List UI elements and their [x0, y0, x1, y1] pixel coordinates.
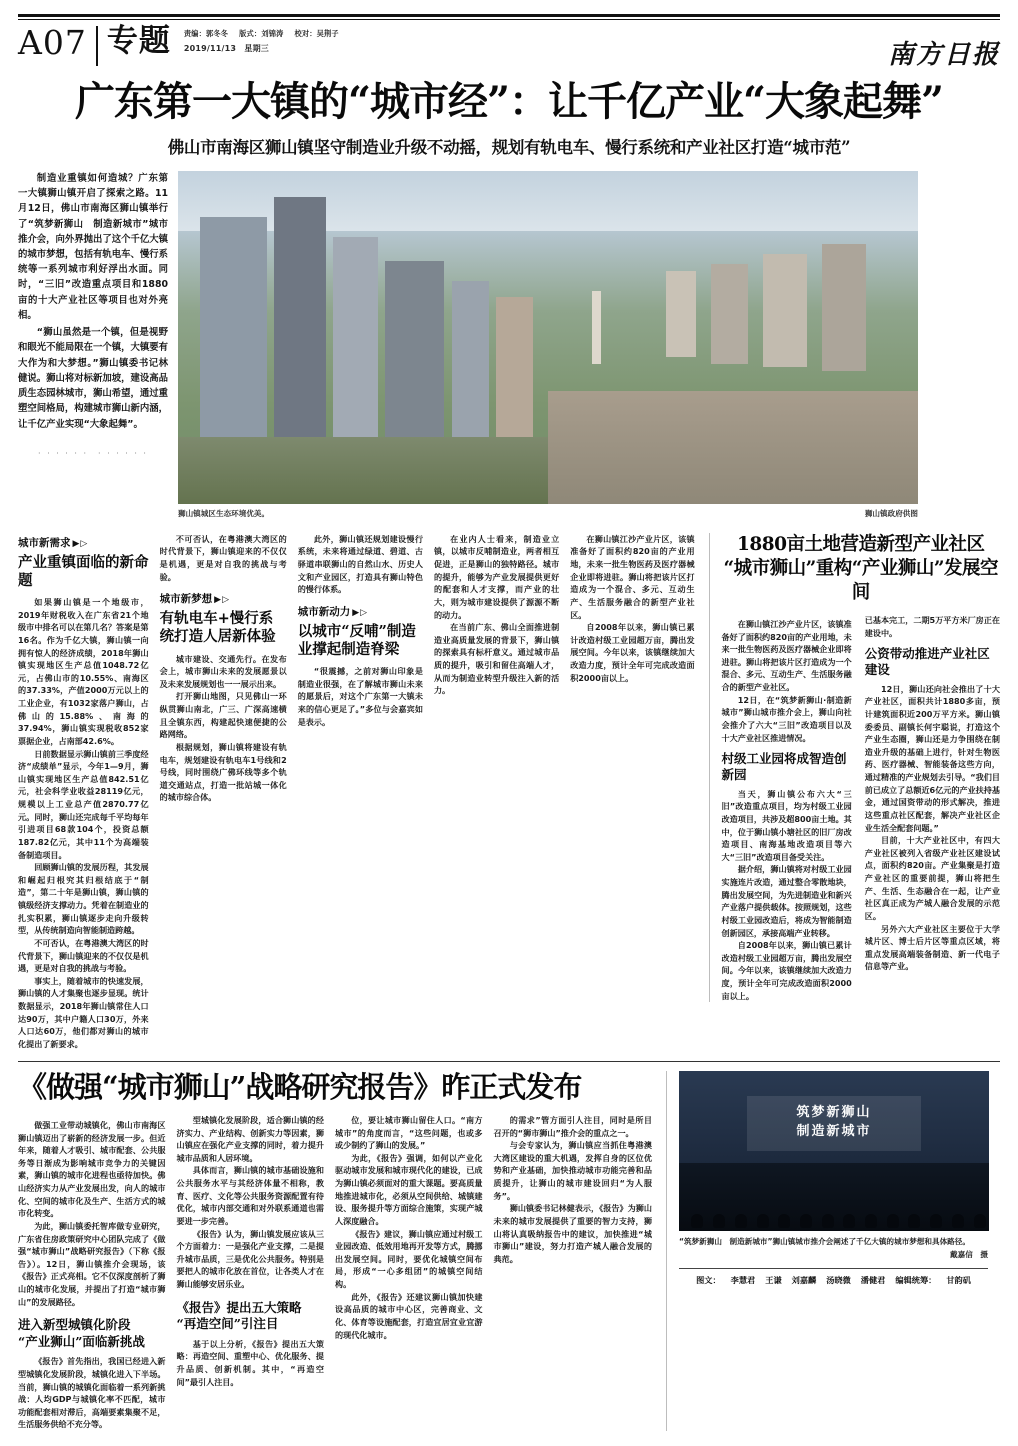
right-feature-sub2-body	[865, 683, 1000, 973]
lead-column	[18, 171, 178, 519]
bottom-sub-a-body	[18, 1355, 166, 1431]
paragraph: 不可否认，在粤港澳大湾区的时代背景下，狮山镇迎来的不仅仅是机遇，更是对自我的挑战与考验。	[159, 533, 287, 582]
masthead-credits	[184, 26, 339, 54]
paragraph: 日前数据显示狮山镇前三季度经济“成绩单”显示，今年1—9月，狮山镇实现地区生产总值842.51亿元，社会科学业收益28119亿元，规模以上工业总产值2870.77亿元。同时，狮山还完成每千平均每年引进项目68款104个，投资总额187.82亿元，其中11个为高端装备制造项目。	[18, 748, 149, 860]
stage-banner-line1: 筑梦新狮山	[796, 1104, 872, 1120]
section-kicker-3	[298, 604, 423, 619]
paragraph: 为此，狮山镇委托智库做专业研究，广东省住房政策研究中心团队完成了《做强“城市狮山”战略研究报告》（下称《报告》）。12日，狮山镇推介会现场，该《报告》正式亮相。它不仅深度剖析了狮山的城市化发展，并提出了打造“城市狮山”的发展路径。	[18, 1220, 166, 1307]
paragraph: 《报告》认为，狮山镇发展应该从三个方面着力：一是强化产业支撑，二是提升城市品质，三是优化公共服务。特别是要把人的城市化放在首位，让各类人才在狮山能够安居乐业。	[176, 1228, 324, 1290]
byline-author: 李慧君	[730, 1274, 756, 1285]
right-feature-sub1-body	[722, 788, 852, 1003]
bottom-photo-caption: “筑梦新狮山 制造新城市”狮山镇城市推介会阐述了千亿大镇的城市梦想和具体路径。	[679, 1236, 970, 1246]
bottom-section	[18, 1071, 1000, 1431]
paragraph: 如果狮山镇是一个地级市，2019年财税收入在广东省21个地级市中排名可以在第几名？答案是第16名。作为千亿大镇，狮山镇一向拥有惊人的经济成绩，2018年狮山镇实现地区生产总值1048.72亿元，占佛山市的10.55%、南海区的37.33%，产值2000万元以上的工业企业，有1032家落户狮山，占佛山的15.88%、南海的37.94%，狮山镇实现税收852家票据企业，占南部42.6%。	[18, 597, 149, 746]
bottom-photo	[679, 1071, 989, 1231]
section-kicker-2-label: 城市新梦想	[159, 593, 213, 606]
bottom-photo-credit: 戴嘉信 摄	[950, 1249, 988, 1259]
main-photo-caption: 狮山镇城区生态环境优美。	[178, 508, 270, 518]
section-2-body	[160, 653, 287, 805]
bottom-sub-b-body	[177, 1338, 325, 1389]
paragraph: 做强工业带动城镇化，佛山市南海区狮山镇迈出了崭新的经济发展一步。但近年来，随着人才吸引、城市配套、公共服务等日渐成为影响城市竞争力的关键因素，狮山镇的城市化进程也亟待加快。佛山经济实力从产业发展出发，向人的城市化、空间的城市化及生产、生活方式的城市化转变。	[18, 1119, 166, 1219]
paragraph: 《报告》建议，狮山镇应通过村级工业园改造、低效用地再开发等方式，腾挪出发展空间。同时，要优化城镇空间布局，形成“一心多组团”的城镇空间结构。	[335, 1228, 483, 1290]
paragraph: 12日，在“筑梦新狮山·制造新城市”狮山城市推介会上，狮山向社会推介了六大“三旧”改造项目以及十大产业社区推进情况。	[721, 694, 852, 743]
section-subhead-3: 以城市“反哺”制造业撑起制造脊梁	[297, 622, 416, 659]
paragraph: 与会专家认为，狮山镇应当抓住粤港澳大湾区建设的重大机遇，发挥自身的区位优势和产业基础，加快推动城市功能完善和品质提升，让狮山的城市建设回归“为人服务”。	[493, 1140, 652, 1201]
right-feature-sub-2: 公资带动推进产业社区建设	[864, 646, 990, 678]
arrow-right-icon: ▶▷	[72, 538, 89, 549]
right-feature-title-line1: 1880亩土地营造新型产业社区	[737, 533, 985, 555]
paragraph: 在狮山镇江沙产业片区，该镇准备好了面积约820亩的产业用地，未来一批生物医药及医疗器械企业即将进驻。狮山将把该片区打造成为一个混合、多元、互动生产、生活服务融合的新型产业社区。	[721, 618, 852, 693]
paragraph: 在当前广东、佛山全面推进制造业高质量发展的背景下，狮山镇的探索具有标杆意义。通过城市品质的提升，吸引和留住高端人才，从而为制造业转型升级注入新的活力。	[433, 622, 560, 696]
column-4-text	[434, 533, 559, 697]
paragraph: 根据规划，狮山镇将建设有轨电车，规划建设有轨电车1号线和2号线，同时围绕广佛环线等多个轨道交通站点，打造一批站城一体化的城市综合体。	[159, 741, 287, 803]
paragraph: 目前，十大产业社区中，有四大产业社区被列入省级产业社区建设试点，面积约820亩。产业集聚是打造产业社区的重要前提，狮山将把生产、生活、生态融合在一起，让产业社区真正成为产城人融合发展的示范区。	[864, 835, 1000, 921]
paragraph: 回顾狮山镇的发展历程，其发展和崛起归根究其归根结底于“制造”，第二十年是狮山镇，狮山镇的镇级经济支撑动力。凭着在制造业的扎实积累，狮山镇逐步走向升级转型，从传统制造向智能制造跨越。	[18, 862, 149, 936]
paragraph: 在业内人士看来，制造业立镇，以城市反哺制造业，两者相互促进，正是狮山的独特路径。城市的提升，能够为产业发展提供更好的配套和人才支撑，而产业的壮大，则为城市建设提供了源源不断的动力。	[433, 533, 560, 620]
masthead	[18, 20, 1000, 70]
byline-author: 潘健君	[860, 1274, 886, 1285]
byline-author: 刘嘉麟	[791, 1274, 817, 1285]
right-feature-intro-right	[865, 614, 1000, 639]
bottom-title: 《做强“城市狮山”战略研究报告》昨正式发布	[18, 1069, 582, 1104]
paragraph: 具体而言，狮山镇的城市基础设施和公共服务水平与其经济体量不相称，教育、医疗、文化等公共服务资源配置有待优化，城市内部交通和对外联系通道也需要进一步完善。	[176, 1165, 324, 1226]
credits-staff	[184, 29, 339, 39]
photo-column	[178, 171, 918, 519]
body-column-1	[18, 533, 160, 1051]
headline-block	[18, 80, 1000, 158]
paragraph: 的需求”管方面引人注目，同时是所目召开的“狮市狮山”推介会的重点之一。	[493, 1114, 652, 1138]
credits-layout: 版式：刘锦涛	[239, 29, 284, 38]
paragraph: 位，要让城市狮山留住人口。“南方城市”的角度而言，“这些问题，也或多或少制约了狮山的发展。”	[335, 1114, 483, 1151]
bottom-left	[18, 1071, 666, 1431]
credits-proof: 校对：吴荆子	[294, 29, 339, 38]
column-5-text	[570, 533, 694, 685]
byline-editor: 甘韵矶	[946, 1274, 971, 1285]
bottom-right	[666, 1071, 988, 1431]
bottom-sub-a-line2: “产业狮山”面临新挑战	[18, 1333, 145, 1349]
main-photo-credit: 狮山镇政府供图	[864, 508, 918, 518]
byline-label: 图文：	[696, 1274, 721, 1285]
folio-divider	[96, 26, 98, 66]
paragraph: 另外六大产业社区主要位于大学城片区、博士后片区等重点区域，将重点发展高端装备制造、新一代电子信息等产业。	[864, 923, 1000, 972]
paragraph: 自2008年以来，狮山镇已累计改造村级工业园超万亩，腾出发展空间。今年以来，该镇继续加大改造力度，预计全年可完成改造面积2000亩以上。	[570, 622, 695, 683]
byline-rule	[679, 1268, 988, 1269]
paragraph: “很震撼，之前对狮山印象是制造业很强，在了解城市狮山未来的愿景后，对这个广东第一大镇未来的信心更足了。”多位与会嘉宾如是表示。	[297, 666, 423, 727]
paragraph: 不可否认，在粤港澳大湾区的时代背景下，狮山镇迎来的不仅仅是机遇，更是对自我的挑战与考验。	[18, 937, 149, 974]
bottom-column-3	[335, 1114, 494, 1431]
page-folio: A07	[18, 23, 87, 62]
body-column-4	[434, 533, 570, 697]
main-photo	[178, 171, 918, 504]
bottom-separator	[18, 1061, 1000, 1062]
paragraph: 已基本完工，二期5万平方米厂房正在建设中。	[864, 614, 1000, 638]
section-kicker-1-label: 城市新需求	[18, 536, 71, 549]
bottom-col1-text	[18, 1119, 166, 1308]
paragraph: 此外，狮山镇还规划建设慢行系统，未来将通过绿道、碧道、古驿道串联狮山的自然山水、历史人文和产业园区，打造具有狮山特色的慢行体系。	[297, 533, 423, 595]
body-column-5	[570, 533, 708, 685]
paragraph: 型城镇化发展阶段，适合狮山镇的经济实力、产业结构、创新实力等因素，狮山镇应在强化产业支撑的同时，着力提升城市品质和人居环境。	[176, 1114, 324, 1163]
bottom-col2-text	[177, 1114, 325, 1291]
credits-editor: 责编：郭冬冬	[183, 29, 229, 38]
bottom-column-2	[177, 1114, 336, 1431]
audience-crowd	[679, 1163, 989, 1230]
byline-editor-label: 编辑统筹：	[895, 1274, 937, 1285]
page-subtitle: 佛山市南海区狮山镇坚守制造业升级不动摇，规划有轨电车、慢行系统和产业社区打造“城市范”	[167, 137, 851, 157]
section-subhead-2: 有轨电车+慢行系统打造人居新体验	[159, 610, 276, 646]
paragraph: 为此，《报告》强调，如何以产业化驱动城市发展和城市现代化的建设，已成为狮山镇必须面对的重大课题。要高质量地推进城市化，必须从空间供给、城镇建设、服务提升等方面综合施策，实现产城人深度融合。	[335, 1152, 483, 1226]
bottom-column-1	[18, 1114, 177, 1431]
column-3-top-text	[298, 533, 423, 596]
masthead-rules	[18, 0, 1000, 20]
paragraph: 当天，狮山镇公布六大“三旧”改造重点项目，均为村级工业园改造项目，共涉及超800亩土地。其中，位于狮山镇小塘社区的旧厂房改造项目、南海基地改造项目等六大“三旧”改造项目备受关注。	[721, 788, 852, 862]
rule-thick	[18, 14, 1000, 17]
right-feature-col-2	[861, 614, 1000, 1002]
right-feature-title-line2: “城市狮山”重构“产业狮山”发展空间	[723, 557, 999, 603]
arrow-right-icon: ▶▷	[214, 595, 230, 606]
stage-banner-line2: 制造新城市	[796, 1124, 872, 1140]
paragraph: 在狮山镇江沙产业片区，该镇准备好了面积约820亩的产业用地，未来一批生物医药及医疗器械企业即将进驻。狮山将把该片区打造成为一个混合、多元、互动生产、生活服务融合的新型产业社区。	[570, 533, 695, 620]
bottom-sub-a-line1: 进入新型城镇化阶段	[18, 1317, 131, 1333]
byline	[679, 1275, 988, 1286]
right-feature-columns	[722, 614, 1000, 1002]
byline-author: 汤晓微	[826, 1274, 851, 1285]
body-grid	[18, 533, 1000, 1051]
paragraph: 此外，《报告》还建议狮山镇加快建设高品质的城市中心区，完善商业、文化、体育等设施配套，打造宜居宜业宜游的现代化城市。	[335, 1291, 483, 1340]
lead-photo-grid	[18, 171, 1000, 519]
section-kicker-2	[160, 591, 287, 606]
paragraph: 狮山镇委书记林健表示，《报告》为狮山未来的城市发展提供了重要的智力支持，狮山将认真吸纳报告中的建议，加快推进“城市狮山”建设，努力打造产城人融合发展的典范。	[493, 1203, 652, 1264]
section-kicker-1	[18, 535, 149, 550]
right-feature-col-1	[722, 614, 861, 1002]
section-1-body	[18, 596, 149, 1051]
paragraph: 打开狮山地图，只见佛山一环纵贯狮山南北，广三、广深高速横且全镇东西，构建起快速便捷的公路网络。	[159, 691, 287, 740]
lead-paragraph: “狮山虽然是一个镇，但是视野和眼光不能局限在一个镇，大镇要有大作为和大梦想。”狮山镇委书记林健说。狮山将对标新加坡，建设高品质生态园林城市，狮山希望，通过重塑空间格局，构建城市狮山新内涵，让千亿产业实现“大象起舞”。	[18, 327, 169, 430]
paragraph: 据介绍，狮山镇将对村级工业园实施连片改造，通过整合零散地块，腾出发展空间，为先进制造业和新兴产业落户提供载体。按照规划，这些村级工业园改造后，将成为智能制造创新园区，承接高端产业转移。	[721, 864, 852, 938]
body-column-3	[298, 533, 434, 729]
section-name: 专题	[106, 23, 171, 59]
body-column-2	[160, 533, 298, 804]
paragraph: 自2008年以来，狮山镇已累计改造村级工业园超万亩，腾出发展空间。今年以来，该镇继续加大改造力度，预计全年可完成改造面积2000亩以上。	[721, 940, 852, 1001]
bottom-column-4	[494, 1114, 653, 1431]
right-feature-sub-1: 村级工业园将成智造创新园	[721, 751, 847, 783]
paragraph: 城市建设、交通先行。在发布会上，城市狮山未来的发展愿景以及未来发展规划也一一展示出来。	[159, 653, 287, 689]
byline-author: 王谦	[765, 1274, 782, 1285]
page-title: 广东第一大镇的“城市经”：让千亿产业“大象起舞”	[74, 78, 944, 125]
credits-date: 2019/11/13 星期三	[183, 44, 270, 53]
right-feature-box	[709, 533, 1000, 1003]
section-3-body	[298, 665, 423, 728]
lead-text	[18, 171, 168, 432]
bottom-sub-b-line1: 《报告》提出五大策略	[176, 1299, 302, 1315]
bottom-col4-text	[494, 1114, 653, 1266]
paragraph: 12日，狮山还向社会推出了十大产业社区，面积共计1880多亩，预计建筑面积近200万平方米。狮山镇委委员、副镇长何宇聪说，打造这个产业生态圈，狮山还是力争围绕在制造业升级的基础上进行，针对生物医药、医疗器械、智能装备这些方向，通过精准的产业规划去引导。“我们目前已成立了总额近6亿元的产业扶持基金，通过国资带动的形式解决，推进这些重点社区配套，解决产业社区企业生活全配套问题。”	[864, 683, 1000, 833]
paragraph: 事实上，随着城市的快速发展，狮山镇的人才集聚也逐步显现。统计数据显示，2018年狮山镇常住人口达90万，其中户籍人口30万，外来人口达60万，他们都对狮山的城市化提出了新要求。	[18, 975, 149, 1049]
paragraph: 《报告》首先指出，我国已经进入新型城镇化发展阶段，城镇化进入下半场。当前，狮山镇的城镇化面临着一系列新挑战：人均GDP与城镇化率不匹配，城市功能配套相对滞后，高端要素集聚不足，生活服务供给不充分等。	[18, 1356, 166, 1430]
lead-paragraph: 制造业重镇如何造城？广东第一大镇狮山镇开启了探索之路。11月12日，佛山市南海区狮山镇举行了“筑梦新狮山 制造新城市”城市推介会，向外界抛出了这个千亿大镇的城市梦想，包括有轨电车、慢行系统等一系列城市利好浮出水面。同时，“三旧”改造重点项目和1880亩的十大产业社区等项目也对外亮相。	[18, 172, 169, 321]
bottom-columns	[18, 1114, 652, 1431]
section-kicker-3-label: 城市新动力	[297, 605, 351, 618]
paper-logo: 南方日报	[887, 40, 1000, 70]
bottom-sub-b-line2: “再造空间”引注目	[176, 1316, 279, 1332]
main-photo-caption-row	[178, 508, 918, 519]
decorative-dots: · · · · · · · · · · · ·	[38, 448, 148, 458]
column-2-top-text	[160, 533, 287, 584]
arrow-right-icon: ▶▷	[352, 607, 369, 618]
bottom-col3-text	[335, 1114, 483, 1341]
section-subhead-1: 产业重镇面临的新命题	[18, 553, 149, 589]
paragraph: 基于以上分析，《报告》提出五大策略：再造空间、重塑中心、优化服务、提升品质、创新机制。其中，“再造空间”最引人注目。	[176, 1338, 324, 1387]
right-feature-intro	[722, 618, 852, 744]
